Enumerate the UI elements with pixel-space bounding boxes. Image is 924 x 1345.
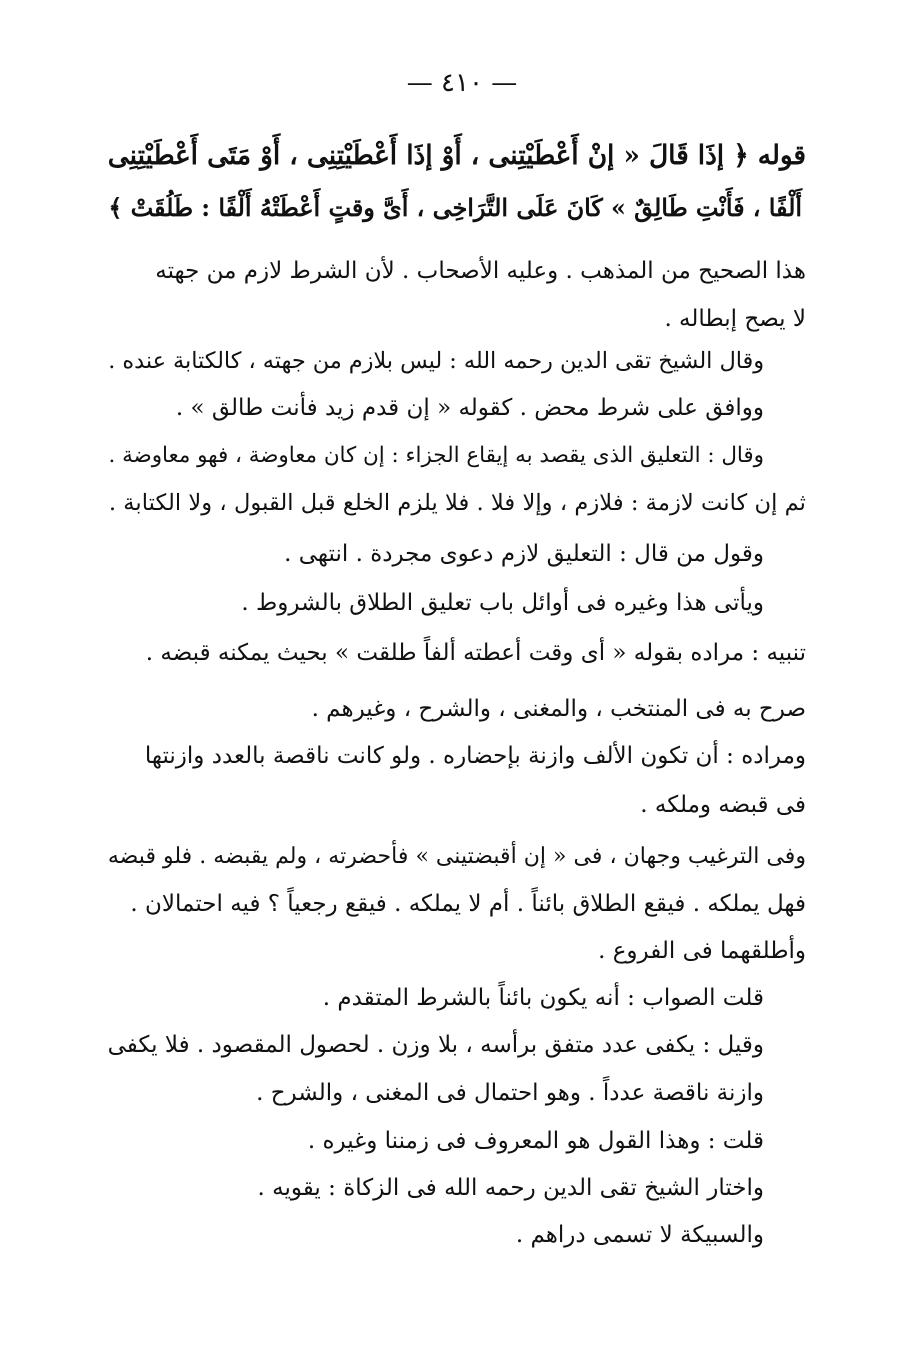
text-line: ووافق على شرط محض . كقوله « إن قدم زيد فأنت طالق » . <box>175 395 764 421</box>
text-line: فهل يملكه . فيقع الطلاق بائناً . أم لا يملكه . فيقع رجعياً ؟ فيه احتمالان . <box>130 891 806 917</box>
text-line: ويأتى هذا وغيره فى أوائل باب تعليق الطلاق بالشروط . <box>241 590 764 616</box>
text-line: وقيل : يكفى عدد متفق برأسه ، بلا وزن . لحصول المقصود . فلا يكفى <box>107 1032 764 1058</box>
text-line: فى قبضه وملكه . <box>640 792 806 818</box>
heading-line-2: أَلْفًا ، فَأَنْتِ طَالِقٌ » كَانَ عَلَى التَّرَاخِى ، أَىَّ وقتٍ أَعْطَتْهُ أَلْفًا : طَلُقَتْ ﴾ <box>108 194 802 222</box>
text-line: ومراده : أن تكون الألف وازنة بإحضاره . ولو كانت ناقصة بالعدد وازنتها <box>144 743 806 769</box>
text-line: والسبيكة لا تسمى دراهم . <box>515 1222 764 1248</box>
text-line: هذا الصحيح من المذهب . وعليه الأصحاب . لأن الشرط لازم من جهته <box>155 258 806 284</box>
text-line: واختار الشيخ تقى الدين رحمه الله فى الزكاة : يقويه . <box>257 1175 764 1201</box>
text-line: وازنة ناقصة عدداً . وهو احتمال فى المغنى ، والشرح . <box>256 1080 764 1106</box>
text-line: وقول من قال : التعليق لازم دعوى مجردة . انتهى . <box>284 541 764 567</box>
text-line: وقال : التعليق الذى يقصد به إيقاع الجزاء : إن كان معاوضة ، فهو معاوضة . <box>108 443 764 468</box>
text-line: لا يصح إبطاله . <box>664 306 806 332</box>
text-line: قلت : وهذا القول هو المعروف فى زمننا وغيره . <box>307 1128 764 1154</box>
text-line: وقال الشيخ تقى الدين رحمه الله : ليس بلازم من جهته ، كالكتابة عنده . <box>108 348 764 374</box>
page-number: — ٤١٠ — <box>406 68 518 98</box>
text-line: وأطلقهما فى الفروع . <box>598 938 806 964</box>
text-line: وفى الترغيب وجهان ، فى « إن أقبضتينى » فأحضرته ، ولم يقبضه . فلو قبضه <box>107 844 806 869</box>
text-line: قلت الصواب : أنه يكون بائناً بالشرط المتقدم . <box>322 985 764 1011</box>
text-line: ثم إن كانت لازمة : فلازم ، وإلا فلا . فلا يلزم الخلع قبل القبول ، ولا الكتابة . <box>108 490 806 516</box>
text-line: صرح به فى المنتخب ، والمغنى ، والشرح ، وغيرهم . <box>311 696 806 722</box>
heading-line-1: قوله ﴿ إذَا قَالَ « إنْ أَعْطَيْتِنى ، أَوْ إذَا أَعْطَيْتِنِى ، أَوْ مَتَى أَعْطَيْتِنِى <box>107 140 806 171</box>
note-line: تنبيه : مراده بقوله « أى وقت أعطته ألفاً طلقت » بحيث يمكنه قبضه . <box>145 640 806 666</box>
